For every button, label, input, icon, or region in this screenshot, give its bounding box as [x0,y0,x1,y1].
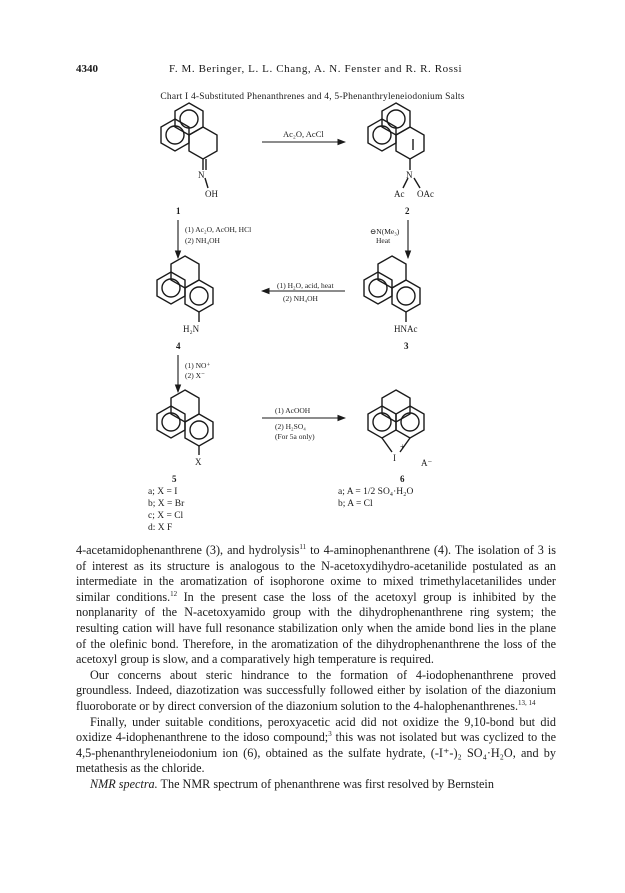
arrow-4-to-5-step2: (2) X⁻ [185,371,205,380]
p2-ref: 13, 14 [518,698,536,707]
list-5-c: c; X = Cl [148,511,184,521]
compound-2-n-label: N [406,170,413,180]
p1-text-c: In the present case the loss of the acetoxyl group is inhibited by the nonplanarity of the N-acetoxyamido group with the dihydrophenanthrene ring system; the resulting cation will have full resonance stabilization only when the amide bond lies in the plane of the olefinic bond. Therefore, in the aromatization of the dihydrophenanthrene the loss of the acetoxyl group is slow, and a comparatively high temperature is required. [76,589,556,667]
p3-text-a: Finally, under suitable conditions, peroxyacetic acid did not oxidize the 9,10-bond but did oxidize 4-idophenanthrene to the idoso compound; [76,714,556,745]
arrow-3-to-4-step1: (1) H₂O, acid, heat [277,281,334,290]
arrow-5-to-6-step3: (For 5a only) [275,432,315,441]
paragraph-2 [76,668,556,715]
list-5-b: b; X = Br [148,499,185,509]
compound-5-x-label: X [195,457,202,467]
page-number: 4340 [76,63,98,75]
compound-4-h2n-label: H₂N [183,324,200,334]
compound-1-oh-label: OH [205,189,218,199]
list-6-b: b; A = Cl [338,499,373,509]
compound-1-structure [161,103,217,188]
arrow-2-to-3-step1: ⊖N(Me₃) [370,227,400,236]
list-6-a: a; A = 1/2 SO₄·H₂O [338,487,414,497]
arrow-1-to-4-step1: (1) Ac₂O, AcOH, HCl [185,225,252,234]
compound-1-number: 1 [176,206,181,216]
p3-ref: 3 [328,730,332,739]
p2-text: Our concerns about steric hindrance to the formation of 4-iodophenanthrene proved groundless. Indeed, diazotization was successfully followed either by isolation of the diazonium fluoroborate or by direct conversion of the diazonium solution to the 4-halophenanthrenes. [76,667,556,713]
arrow-5-to-6-step1: (1) AcOOH [275,406,311,415]
paragraph-4 [76,777,556,793]
arrow-2-to-3-step2: Heat [376,236,391,245]
compound-2-number: 2 [405,206,410,216]
p1-text-a: 4-acetamidophenanthrene (3), and hydrolysis [76,543,300,557]
paragraph-1 [76,543,556,668]
body-text [76,543,556,793]
compound-6-number: 6 [400,474,405,484]
arrow-5-to-6-step2: (2) H₂SO₄ [275,422,306,431]
compound-5-number: 5 [172,474,177,484]
arrow-3-to-4-step2: (2) NH₄OH [283,294,318,303]
paragraph-3 [76,715,556,777]
arrow-1-to-2-reagent: Ac₂O, AcCl [283,129,324,139]
compound-1-n-label: N [198,170,205,180]
p1-ref-1: 11 [299,542,307,551]
compound-3-number: 3 [404,341,409,351]
p1-text-b: to 4-aminophenanthrene (4). The isolation of 3 is of interest as its structure is analogous to the N-acetoxydihydro-acetanilide postulated as an intermediate in the aromatization of isophorone oxime to mixed trimethylacetanilides under similar conditions. [76,543,556,604]
p1-ref-2: 12 [170,589,178,598]
compound-6-anion-label: A⁻ [421,458,433,468]
compound-2-structure [368,103,424,188]
arrow-4-to-5-step1: (1) NO⁺ [185,361,211,370]
compound-6-structure [368,390,424,452]
section-heading-nmr: NMR spectra. [90,776,158,791]
compound-2-ac-label: Ac [394,189,405,199]
author-line: F. M. Beringer, L. L. Chang, A. N. Fenster and R. R. Rossi [169,63,463,75]
compound-5-structure [157,390,213,455]
chart-title: Chart I 4-Substituted Phenanthrenes and 4, 5-Phenanthryleneiodonium Salts [160,92,465,102]
compound-4-structure [157,256,213,322]
p4-text: The NMR spectrum of phenanthrene was first resolved by Bernstein [157,776,494,791]
arrow-1-to-4-step2: (2) NH₄OH [185,236,220,245]
list-5-a: a; X = I [148,487,178,497]
compound-4-number: 4 [176,341,181,351]
p3-text-b: this was not isolated but was cyclized to the 4,5-phenanthryleneiodonium ion (6), obtained as the sulfate hydrate, (-I⁺-)₂ SO₄·H₂O, and by metathesis as the chloride. [76,730,556,776]
compound-3-hnac-label: HNAc [394,324,418,334]
compound-3-structure [364,256,420,322]
compound-6-plus-label: + [400,442,405,451]
compound-2-oac-label: OAc [417,189,434,199]
list-5-d: d: X F [148,523,173,533]
compound-6-i-label: I [393,453,396,463]
